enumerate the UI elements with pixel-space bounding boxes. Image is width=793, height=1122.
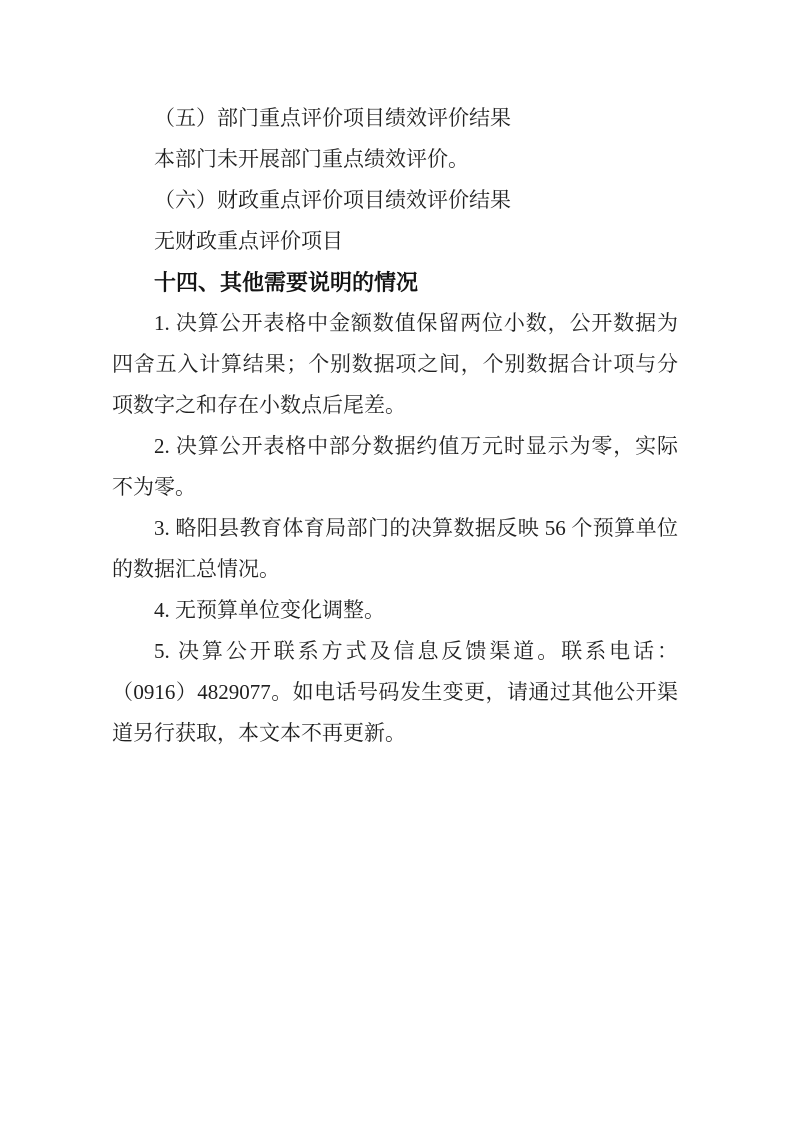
- document-content: [112, 98, 678, 754]
- note-2: 2. 决算公开表格中部分数据约值万元时显示为零，实际不为零。: [112, 434, 678, 499]
- subsection-6-body: 无财政重点评价项目: [154, 229, 343, 253]
- note-3: 3. 略阳县教育体育局部门的决算数据反映 56 个预算单位的数据汇总情况。: [112, 516, 678, 581]
- section-14-heading: 十四、其他需要说明的情况: [154, 270, 419, 295]
- subsection-5-title: （五）部门重点评价项目绩效评价结果: [154, 106, 511, 130]
- note-4: 4. 无预算单位变化调整。: [154, 598, 385, 622]
- subsection-6-title: （六）财政重点评价项目绩效评价结果: [154, 188, 511, 212]
- note-5: 5. 决算公开联系方式及信息反馈渠道。联系电话：（0916）4829077。如电话号码发生变更，请通过其他公开渠道另行获取，本文本不再更新。: [112, 639, 678, 745]
- note-1: 1. 决算公开表格中金额数值保留两位小数，公开数据为四舍五入计算结果；个别数据项之间，个别数据合计项与分项数字之和存在小数点后尾差。: [112, 311, 678, 417]
- subsection-5-body: 本部门未开展部门重点绩效评价。: [154, 147, 469, 171]
